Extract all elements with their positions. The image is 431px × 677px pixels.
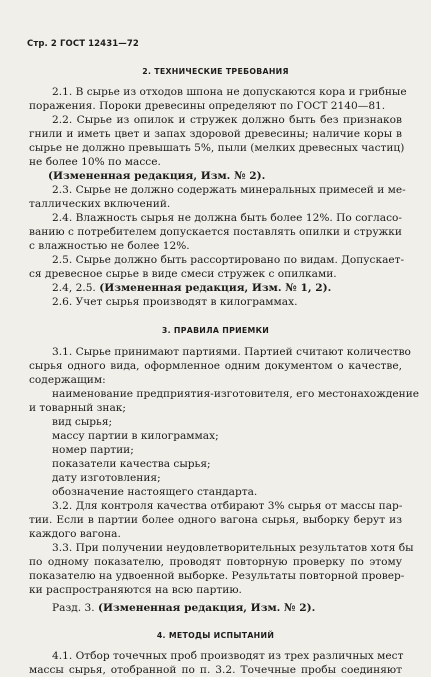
text-line: 2.5. Сырье должно быть рассортировано по видам. Допускает- bbox=[52, 254, 405, 266]
list-item: номер партии; bbox=[52, 444, 134, 456]
list-item: дату изготовления; bbox=[52, 472, 161, 484]
text-line: ся древесное сырье в виде смеси стружек с опилками. bbox=[29, 268, 337, 280]
text-line: сырье не должно превышать 5%, пыли (мелких древесных частиц) bbox=[29, 142, 405, 154]
text-line: поражения. Пороки древесины определяют по ГОСТ 2140—81. bbox=[29, 100, 386, 112]
text-line: ванию с потребителем допускается поставлять опилки и стружки bbox=[29, 226, 402, 238]
section-3-title: 3. ПРАВИЛА ПРИЕМКИ bbox=[161, 326, 270, 335]
text-line: 2.3. Сырье не должно содержать минеральных примесей и ме- bbox=[52, 184, 406, 196]
section-4-title: 4. МЕТОДЫ ИСПЫТАНИЙ bbox=[156, 631, 275, 640]
text-line: гнили и иметь цвет и запах здоровой древесины; наличие коры в bbox=[29, 128, 402, 140]
text-line: массы сырья, отобранной по п. 3.2. Точечные пробы соединяют bbox=[29, 664, 402, 676]
text-line: тии. Если в партии более одного вагона сырья, выборку берут из bbox=[29, 514, 402, 526]
text-line: 4.1. Отбор точечных проб производят из трех различных мест bbox=[52, 650, 404, 662]
text-line: ки распространяются на всю партию. bbox=[29, 584, 242, 596]
text-line: 2.1. В сырье из отходов шпона не допускаются кора и грибные bbox=[52, 86, 407, 98]
clause-ref: Разд. 3. bbox=[52, 602, 95, 614]
text-line: содержащим: bbox=[29, 374, 106, 386]
text-line: 2.4. Влажность сырья не должна быть более 12%. По согласо- bbox=[52, 212, 402, 224]
text-line: 3.3. При получении неудовлетворительных результатов хотя бы bbox=[52, 542, 414, 554]
amendment-note: (Измененная редакция, Изм. № 2). bbox=[97, 602, 316, 614]
amendment-note: (Измененная редакция, Изм. № 2). bbox=[48, 170, 266, 182]
list-item: показатели качества сырья; bbox=[52, 458, 211, 470]
amendment-line bbox=[52, 601, 402, 615]
text-line: с влажностью не более 12%. bbox=[29, 240, 190, 252]
text-line: таллических включений. bbox=[29, 198, 171, 210]
page-header: Стр. 2 ГОСТ 12431—72 bbox=[27, 39, 139, 49]
list-item: массу партии в килограммах; bbox=[52, 430, 219, 442]
text-line: показателю на удвоенной выборке. Результаты повторной провер- bbox=[29, 570, 405, 582]
text-line: сырья одного вида, оформленное одним документом о качестве, bbox=[29, 360, 402, 372]
text-line: и товарный знак; bbox=[29, 402, 126, 414]
text-line: каждого вагона. bbox=[29, 528, 121, 540]
text-line: наименование предприятия-изготовителя, его местонахождение bbox=[52, 388, 420, 400]
text-line: не более 10% по массе. bbox=[29, 156, 161, 168]
section-2-title: 2. ТЕХНИЧЕСКИЕ ТРЕБОВАНИЯ bbox=[142, 67, 289, 76]
amendment-line bbox=[52, 281, 402, 295]
list-item: вид сырья; bbox=[52, 416, 113, 428]
clause-ref: 2.4, 2.5. bbox=[52, 282, 96, 294]
text-line: 2.6. Учет сырья производят в килограммах. bbox=[52, 296, 298, 308]
text-line: 3.1. Сырье принимают партиями. Партией считают количество bbox=[52, 346, 411, 358]
text-line: по одному показателю, проводят повторную проверку по этому bbox=[29, 556, 402, 568]
amendment-note: (Измененная редакция, Изм. № 1, 2). bbox=[99, 282, 332, 294]
text-line: 2.2. Сырье из опилок и стружек должно быть без признаков bbox=[52, 114, 402, 126]
list-item: обозначение настоящего стандарта. bbox=[52, 486, 258, 498]
text-line: 3.2. Для контроля качества отбирают 3% сырья от массы пар- bbox=[52, 500, 403, 512]
